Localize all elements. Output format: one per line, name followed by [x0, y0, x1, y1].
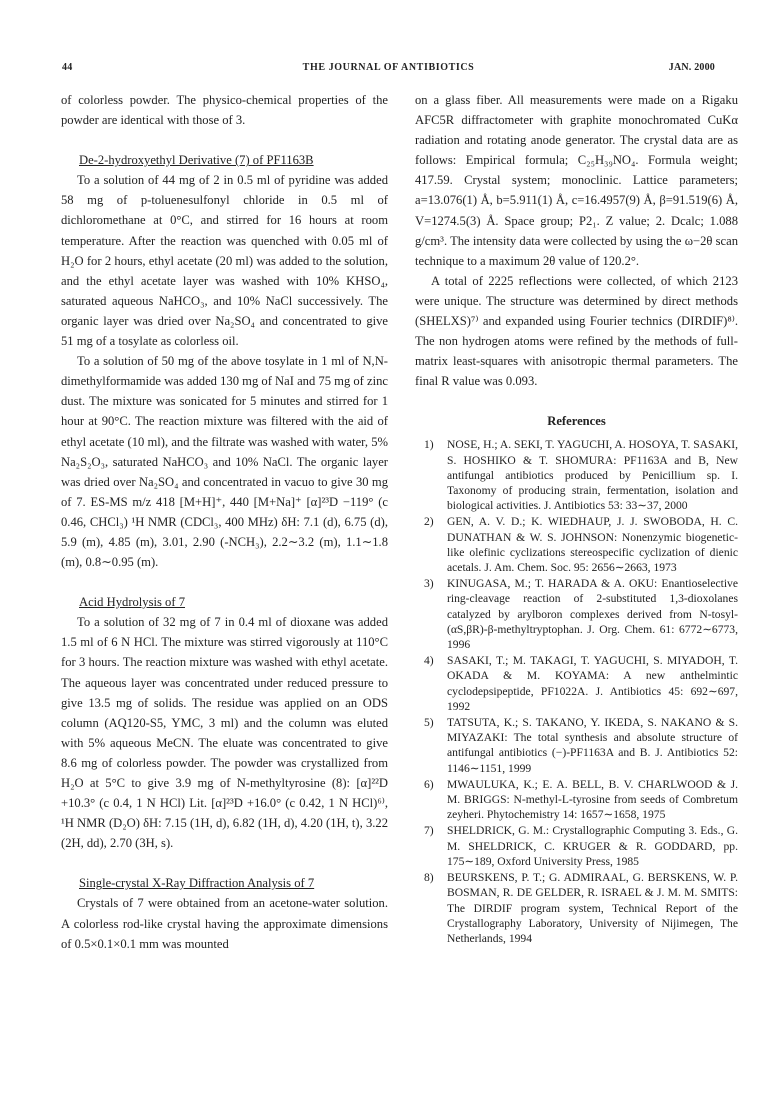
right-column: [415, 90, 738, 947]
reference-text: GEN, A. V. D.; K. WIEDHAUP, J. J. SWOBODA, H. C. DUNATHAN & W. S. JOHNSON: Nonenzymic biogenetic-like olefinic cyclizations stereospecific cyclization of dienic acetals. J. Am. Chem. Soc. 95: 2656∼2663, 1973: [447, 515, 738, 575]
reference-number: 4): [424, 654, 434, 668]
reference-number: 3): [424, 577, 434, 591]
section-title-xray: Single-crystal X-Ray Diffraction Analysis of 7: [79, 876, 315, 891]
paragraph: A total of 2225 reflections were collected, of which 2123 were unique. The structure was determined by direct methods (SHELXS)⁷⁾ and expanded using Fourier technics (DIRDIF)⁸⁾. The non hydrogen atoms were refined by the methods of full-matrix least-squares with anisotropic thermal parameters. The final R value was 0.093.: [415, 273, 738, 389]
left-column: [61, 90, 388, 954]
reference-text: KINUGASA, M.; T. HARADA & A. OKU: Enantioselective ring-cleavage reaction of 2-substituted 1,3-dioxolanes catalyzed by arylboron complexes derived from N-tosyl-(αS,βR)-β-methyltryptophan. J. Org. Chem. 61: 6772∼6773, 1996: [447, 577, 738, 652]
reference-item: [415, 576, 738, 652]
reference-item: [415, 437, 738, 513]
reference-item: [415, 715, 738, 776]
reference-text: TATSUTA, K.; S. TAKANO, Y. IKEDA, S. NAKANO & S. MIYAZAKI: The total synthesis and absolute structure of antifungal antibiotics (−)-PF1163A and B. J. Antibiotics 52: 1146∼1151, 1999: [447, 716, 738, 775]
reference-item: [415, 653, 738, 714]
section-title-derivative: De-2-hydroxyethyl Derivative (7) of PF1163B: [79, 153, 314, 168]
reference-item: [415, 870, 738, 946]
continued-paragraph: of colorless powder. The physico-chemical properties of the powder are identical with those of 3.: [61, 93, 388, 128]
reference-number: 5): [424, 716, 434, 730]
paragraph: Crystals of 7 were obtained from an acetone-water solution. A colorless rod-like crystal having the approximate dimensions of 0.5×0.1×0.1 mm was mounted: [61, 896, 388, 951]
reference-number: 1): [424, 438, 434, 452]
reference-number: 2): [424, 515, 434, 529]
reference-text: SASAKI, T.; M. TAKAGI, T. YAGUCHI, S. MIYADOH, T. OKADA & M. KOYAMA: A new anthelmintic cyclodepsipeptide, PF1022A. J. Antibiotics 45: 692∼697, 1992: [447, 654, 738, 713]
page-number: 44: [62, 62, 73, 73]
paragraph: To a solution of 44 mg of 2 in 0.5 ml of pyridine was added 58 mg of p-toluenesulfonyl chloride in 0.5 ml of dichloromethane at 0°C, and stirred for 16 hours at room temperature. After the reaction was quenched with 0.05 ml of H₂O for 2 hours, ethyl acetate (20 ml) was added to the solution, and the ethyl acetate layer was washed with 10% KHSO₄, saturated aqueous NaHCO₃, and 10% NaCl successively. The organic layer was dried over Na₂SO₄ and concentrated to give 51 mg of a tosylate as colorless oil.: [61, 173, 388, 349]
references-heading: References: [547, 414, 606, 429]
continued-paragraph: on a glass fiber. All measurements were made on a Rigaku AFC5R diffractometer with graphite monochromated CuKα radiation and rotating anode generator. The crystal data are as follows: Empirical formula; C₂₅H₃₉NO₄. Formula weight; 417.59. Crystal system; monoclinic. Lattice parameters; a=13.076(1) Å, b=5.911(1) Å, c=16.4957(9) Å, β=91.519(6) Å, V=1274.5(3) Å. Space group; P2₁. Z value; 2. Dcalc; 1.088 g/cm³. The intensity data were collected by using the ω−2θ scan technique to a maximum 2θ value of 120.2°.: [415, 93, 738, 268]
issue-date: JAN. 2000: [668, 62, 715, 73]
reference-text: MWAULUKA, K.; E. A. BELL, B. V. CHARLWOOD & J. M. BRIGGS: N-methyl-L-tyrosine from seeds of Combretum zeyheri. Phytochemistry 14: 1657∼1658, 1975: [447, 777, 738, 822]
reference-text: NOSE, H.; A. SEKI, T. YAGUCHI, A. HOSOYA, T. SASAKI, S. HOSHIKO & T. SHOMURA: PF1163A and B, New antifungal antibiotics produced by Penicillium sp. I. Taxonomy of producing strain, fermentation, isolation and biological activities. J. Antibiotics 53: 33∼37, 2000: [447, 438, 738, 513]
journal-title: THE JOURNAL OF ANTIBIOTICS: [302, 62, 475, 73]
reference-number: 8): [424, 871, 434, 885]
reference-item: [415, 823, 738, 869]
reference-item: [415, 514, 738, 575]
reference-list: [415, 437, 738, 946]
reference-number: 7): [424, 824, 434, 838]
reference-text: BEURSKENS, P. T.; G. ADMIRAAL, G. BERSKENS, W. P. BOSMAN, R. DE GELDER, R. ISRAEL & J. M. M. SMITS: The DIRDIF program system, Technical Report of the Crystallography Laboratory, University of Nijimegen, The Netherlands, 1994: [447, 871, 738, 945]
paragraph: To a solution of 50 mg of the above tosylate in 1 ml of N,N-dimethylformamide was added 130 mg of NaI and 75 mg of zinc dust. The mixture was sonicated for 5 minutes and stirred for 1 hour at 90°C. The reaction mixture was filtered with the aid of ethyl acetate (10 ml), and the filtrate was washed with water, 5% Na₂S₂O₃, saturated NaHCO₃ and 10% NaCl. The organic layer was dried over Na₂SO₄ and concentrated in vacuo to give 30 mg of 7. ES-MS m/z 418 [M+H]⁺, 440 [M+Na]⁺ [α]²³D −119° (c 0.46, CHCl₃) ¹H NMR (CDCl₃, 400 MHz) δH: 7.1 (d), 6.75 (d), 5.9 (m), 4.85 (m), 3.01, 2.90 (-NCH₃), 2.2∼3.2 (m), 1.1∼1.8 (m), 0.8∼0.95 (m).: [61, 354, 389, 570]
reference-item: [415, 777, 738, 823]
reference-number: 6): [424, 777, 434, 791]
reference-text: SHELDRICK, G. M.: Crystallographic Computing 3. Eds., G. M. SHELDRICK, C. KRUGER & R. GODDARD, pp. 175∼189, Oxford University Press, 1985: [447, 824, 738, 868]
section-title-hydrolysis: Acid Hydrolysis of 7: [79, 595, 185, 610]
running-header: [62, 62, 715, 78]
paragraph: To a solution of 32 mg of 7 in 0.4 ml of dioxane was added 1.5 ml of 6 N HCl. The mixture was stirred vigorously at 110°C for 3 hours. The reaction mixture was washed with ethyl acetate. The aqueous layer was concentrated under reduced pressure to give 13.5 mg of solids. The residue was applied on an ODS column (AQ120-S5, YMC, 3 ml) and the column was eluted with 5% aqueous MeCN. The eluate was concentrated to give 8.6 mg of colorless powder. The powder was crystallized from H₂O at 5°C to give 3.9 mg of N-methyltyrosine (8): [α]²²D +10.3° (c 0.4, 1 N HCl) Lit. [α]²³D +16.0° (c 0.42, 1 N HCl)⁶⁾, ¹H NMR (D₂O) δH: 7.15 (1H, d), 6.82 (1H, d), 4.20 (1H, t), 3.22 (2H, dd), 2.70 (3H, s).: [61, 615, 388, 851]
